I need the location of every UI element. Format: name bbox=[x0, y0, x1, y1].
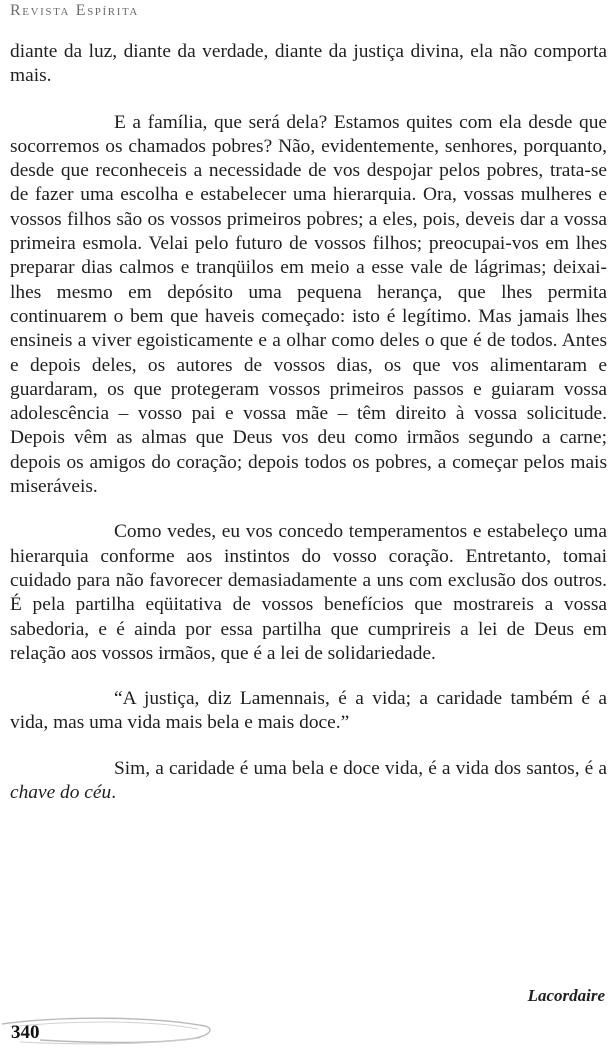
emphasized-phrase: chave do céu bbox=[10, 782, 112, 804]
paragraph: E a família, que será dela? Estamos quites com ela desde que socorremos os chamados pobres? Não, evidentemente, senhores, porquanto, desde que reconheceis a necessidade de vos despojar pelos pobres, trata-se de fazer uma escolha e estabelecer uma hierarquia. Ora, vossas mulheres e vossos filhos são os vossos primeiros pobres; a eles, pois, deveis dar a vossa primeira esmola. Velai pelo futuro de vossos filhos; preocupai-vos em lhes preparar dias calmos e tranqüilos em meio a esse vale de lágrimas; deixai-lhes mesmo em depósito uma pequena herança, que lhes permita continuarem o bem que haveis começado: isto é legítimo. Mas jamais lhes ensineis a viver egoisticamente e a olhar como deles o que é de todos. Antes e depois deles, os autores de vossos dias, os que vos alimentaram e guardaram, os que protegeram vossos primeiros passos e guiaram vossa adolescência – vosso pai e vossa mãe – têm direito à vossa solicitude. Depois vêm as almas que Deus vos deu como irmãos segundo a carne; depois os amigos do coração; depois todos os pobres, a começar pelos mais miseráveis. bbox=[10, 111, 607, 498]
running-header: Revista Espírita bbox=[10, 2, 139, 19]
body-text bbox=[10, 40, 607, 828]
author-signature: Lacordaire bbox=[527, 986, 605, 1005]
page-number: 340 bbox=[11, 1022, 40, 1043]
paragraph: “A justiça, diz Lamennais, é a vida; a caridade também é a vida, mas uma vida mais bela e mais doce.” bbox=[10, 688, 607, 734]
paragraph-text: Sim, a caridade é uma bela e doce vida, é a vida dos santos, é a bbox=[114, 757, 607, 779]
paragraph-end: . bbox=[111, 782, 117, 804]
paragraph: Como vedes, eu vos concedo temperamentos e estabeleço uma hierarquia conforme aos instintos do vosso coração. Entretanto, tomai cuidado para não favorecer demasiadamente a uns com exclusão dos outros. É pela partilha eqüitativa de vossos benefícios que mostrareis a vossa sabedoria, e é ainda por essa partilha que cumprireis a lei de Deus em relação aos vossos irmãos, que é a lei de solidariedade. bbox=[10, 521, 607, 664]
paragraph bbox=[10, 757, 607, 806]
paragraph: diante da luz, diante da verdade, diante da justiça divina, ela não comporta mais. bbox=[10, 41, 607, 87]
